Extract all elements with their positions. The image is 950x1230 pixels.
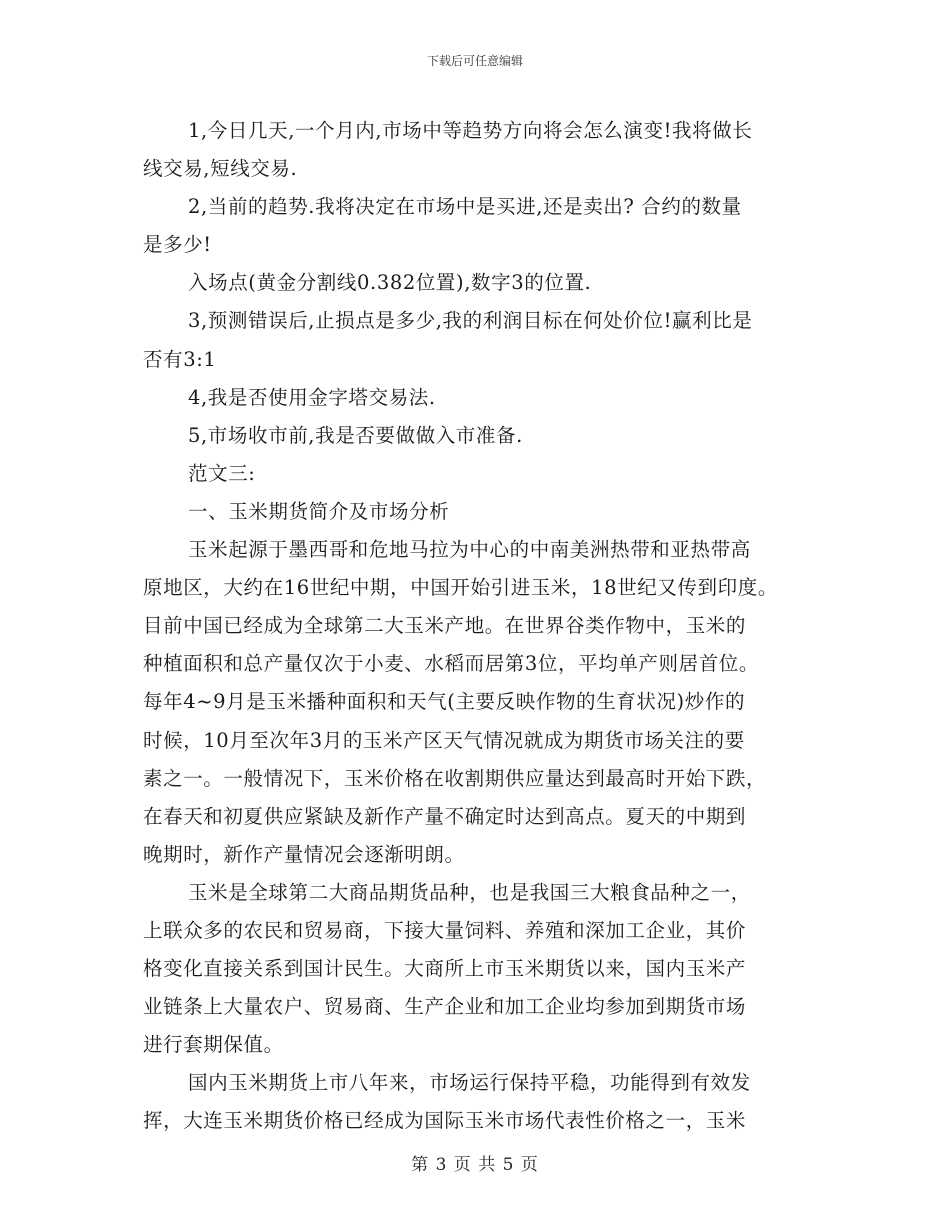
text-line: 4,我是否使用金字塔交易法. [188,385,436,409]
text-line: 3,预测错误后,止损点是多少,我的利润目标在何处价位!赢利比是 [188,309,753,333]
text-line: 种植面积和总产量仅次于小麦、水稻而居第3位，平均单产则居首位。 [143,652,760,676]
text-line: 2,当前的趋势.我将决定在市场中是买进,还是卖出? 合约的数量 [188,195,742,219]
text-line: 入场点(黄金分割线0.382位置),数字3的位置. [188,271,592,295]
text-line: 否有3:1 [143,347,217,371]
text-line: 上联众多的农民和贸易商，下接大量饲料、养殖和深加工企业，其价 [143,918,747,942]
text-line: 挥，大连玉米期货价格已经成为国际玉米市场代表性价格之一，玉米 [143,1109,747,1133]
text-line: 范文三: [188,461,256,485]
text-line: 玉米是全球第二大商品期货品种，也是我国三大粮食品种之一， [188,880,751,904]
text-line: 线交易,短线交易. [143,157,298,181]
text-line: 是多少! [143,233,212,257]
text-line: 素之一。一般情况下，玉米价格在收割期供应量达到最高时开始下跌， [143,766,767,790]
document-body [143,112,813,1141]
text-line: 一、玉米期货简介及市场分析 [188,499,450,523]
text-line: 格变化直接关系到国计民生。大商所上市玉米期货以来，国内玉米产 [143,957,747,981]
text-line: 每年4~9月是玉米播种面积和天气(主要反映作物的生育状况)炒作的 [143,690,746,714]
text-line: 玉米起源于墨西哥和危地马拉为中心的中南美洲热带和亚热带高 [188,538,751,562]
text-line: 业链条上大量农户、贸易商、生产企业和加工企业均参加到期货市场 [143,995,747,1019]
text-line: 晚期时，新作产量情况会逐渐明朗。 [143,842,465,866]
text-line: 在春天和初夏供应紧缺及新作产量不确定时达到高点。夏天的中期到 [143,804,747,828]
text-line: 时候，10月至次年3月的玉米产区天气情况就成为期货市场关注的要 [143,728,745,752]
text-line: 原地区，大约在16世纪中期，中国开始引进玉米，18世纪又传到印度。 [143,576,778,600]
text-line: 目前中国已经成为全球第二大玉米产地。在世界谷类作物中，玉米的 [143,614,747,638]
text-line: 5,市场收市前,我是否要做做入市准备. [188,423,523,447]
page-footer: 第 3 页 共 5 页 [411,1155,539,1175]
text-line: 国内玉米期货上市八年来，市场运行保持平稳，功能得到有效发 [188,1071,751,1095]
text-line: 进行套期保值。 [143,1033,284,1057]
text-line: 1,今日几天,一个月内,市场中等趋势方向将会怎么演变!我将做长 [188,119,753,142]
page-header: 下载后可任意编辑 [426,54,523,68]
